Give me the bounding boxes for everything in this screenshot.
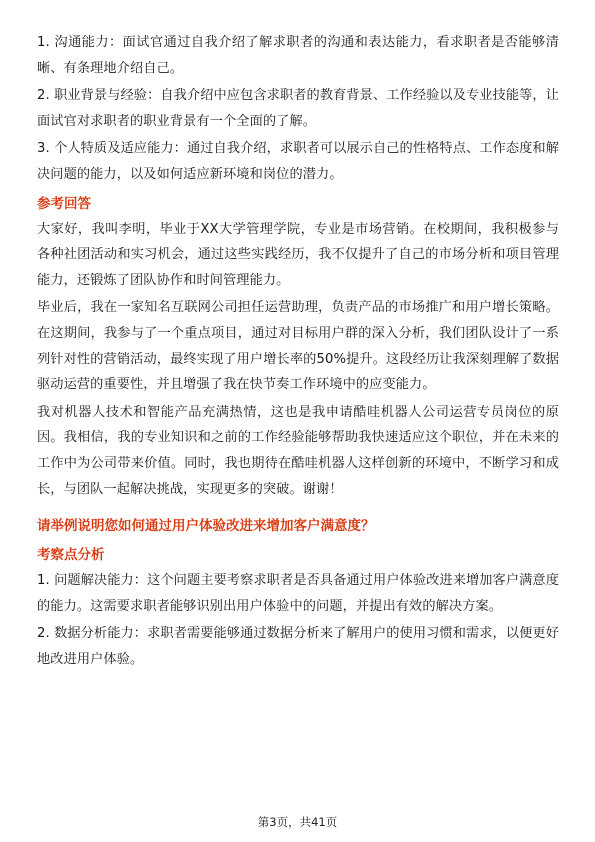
- answer-paragraph-2: 毕业后，我在一家知名互联网公司担任运营助理，负责产品的市场推广和用户增长策略。在这期间，我参与了一个重点项目，通过对目标用户群的深入分析，我们团队设计了一系列针对性的营销活动，最终实现了用户增长率的50%提升。这段经历让我深刻理解了数据驱动运营的重要性，并且增强了我在快节奏工作环境中的应变能力。: [37, 300, 559, 393]
- answer-paragraph-3: 我对机器人技术和智能产品充满热情，这也是我申请酷哇机器人公司运营专员岗位的原因。我相信，我的专业知识和之前的工作经验能够帮助我快速适应这个职位，并在未来的工作中为公司带来价值。同时，我也期待在酷哇机器人这样创新的环境中，不断学习和成长，与团队一起解决挑战，实现更多的突破。谢谢！: [37, 404, 559, 497]
- analysis-point-1: 1. 问题解决能力：这个问题主要考察求职者是否具备通过用户体验改进来增加客户满意度的能力。这需要求职者能够识别出用户体验中的问题，并提出有效的解决方案。: [37, 573, 559, 614]
- intro-point-2: 2. 职业背景与经验：自我介绍中应包含求职者的教育背景、工作经验以及专业技能等，让面试官对求职者的职业背景有一个全面的了解。: [37, 88, 559, 129]
- intro-point-3: 3. 个人特质及适应能力：通过自我介绍，求职者可以展示自己的性格特点、工作态度和解决问题的能力，以及如何适应新环境和岗位的潜力。: [37, 141, 559, 182]
- question-title: 请举例说明您如何通过用户体验改进来增加客户满意度？: [37, 518, 375, 535]
- intro-point-1: 1. 沟通能力：面试官通过自我介绍了解求职者的沟通和表达能力，看求职者是否能够清晰、有条理地介绍自己。: [37, 35, 559, 76]
- analysis-heading: 考察点分析: [37, 547, 105, 564]
- page-footer: 第3页，共41页: [257, 815, 338, 829]
- document-page: [37, 30, 559, 672]
- analysis-point-2: 2. 数据分析能力：求职者需要能够通过数据分析来了解用户的使用习惯和需求，以便更好地改进用户体验。: [37, 626, 559, 667]
- answer-paragraph-1: 大家好，我叫李明，毕业于XX大学管理学院，专业是市场营销。在校期间，我积极参与各种社团活动和实习机会，通过这些实践经历，我不仅提升了自己的市场分析和项目管理能力，还锻炼了团队协作和时间管理能力。: [37, 221, 559, 288]
- answer-heading: 参考回答: [37, 195, 91, 212]
